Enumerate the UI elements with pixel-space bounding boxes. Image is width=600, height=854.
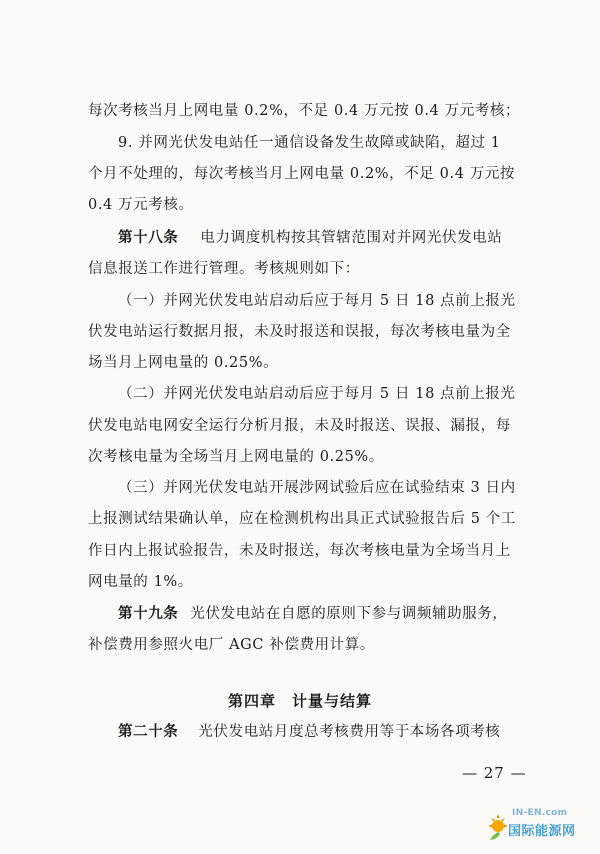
- text-line: 光伏发电站在自愿的原则下参与调频辅助服务，: [190, 606, 508, 622]
- text-line: （三）并网光伏发电站开展涉网试验后应在试验结束 3 日内: [118, 480, 516, 496]
- text-line: 场当月上网电量的 0.25%。: [88, 355, 279, 371]
- sun-logo-icon: [486, 812, 510, 842]
- article-20-line: [118, 722, 528, 742]
- text-line: 作日内上报试验报告，未及时报送，每次考核电量为全场当月上: [88, 543, 511, 559]
- article-20-heading: 第二十条: [118, 723, 179, 740]
- watermark-name: 国际能源网: [508, 824, 576, 839]
- watermark-logo: [486, 806, 598, 852]
- page-number: — 27 —: [462, 764, 527, 782]
- text-line: 信息报送工作进行管理。考核规则如下：: [88, 261, 360, 277]
- text-line: （二）并网光伏发电站启动后应于每月 5 日 18 点前上报光: [118, 386, 516, 402]
- text-line: 伏发电站电网安全运行分析月报，未及时报送、误报、漏报，每: [88, 418, 511, 434]
- text-line: 补偿费用参照火电厂 AGC 补偿费用计算。: [88, 637, 375, 653]
- text-line: 每次考核当月上网电量 0.2%，不足 0.4 万元按 0.4 万元考核；: [88, 103, 521, 119]
- chapter-title: 第四章 计量与结算: [227, 692, 372, 710]
- text-line: 次考核电量为全场当月上网电量的 0.25%。: [88, 449, 384, 465]
- article-18-line: [118, 228, 528, 248]
- text-line: 电力调度机构按其管辖范围对并网光伏发电站: [200, 230, 503, 246]
- article-19-heading: 第十九条: [118, 605, 179, 622]
- article-18-heading: 第十八条: [118, 229, 179, 246]
- text-line: （一）并网光伏发电站启动后应于每月 5 日 18 点前上报光: [118, 293, 516, 309]
- text-line: 伏发电站运行数据月报，未及时报送和误报，每次考核电量为全: [88, 324, 511, 340]
- text-line: 0.4 万元考核。: [88, 197, 194, 213]
- text-line: 网电量的 1%。: [88, 574, 193, 590]
- text-line: 9. 并网光伏发电站任一通信设备发生故障或缺陷，超过 1: [118, 135, 501, 151]
- text-line: 个月不处理的，每次考核当月上网电量 0.2%，不足 0.4 万元按: [88, 166, 516, 182]
- watermark-domain: IN-EN.com: [512, 808, 568, 818]
- text-line: 上报测试结果确认单，应在检测机构出具正式试验报告后 5 个工: [88, 511, 516, 527]
- article-19-line: [118, 604, 528, 624]
- text-line: 光伏发电站月度总考核费用等于本场各项考核: [198, 724, 501, 740]
